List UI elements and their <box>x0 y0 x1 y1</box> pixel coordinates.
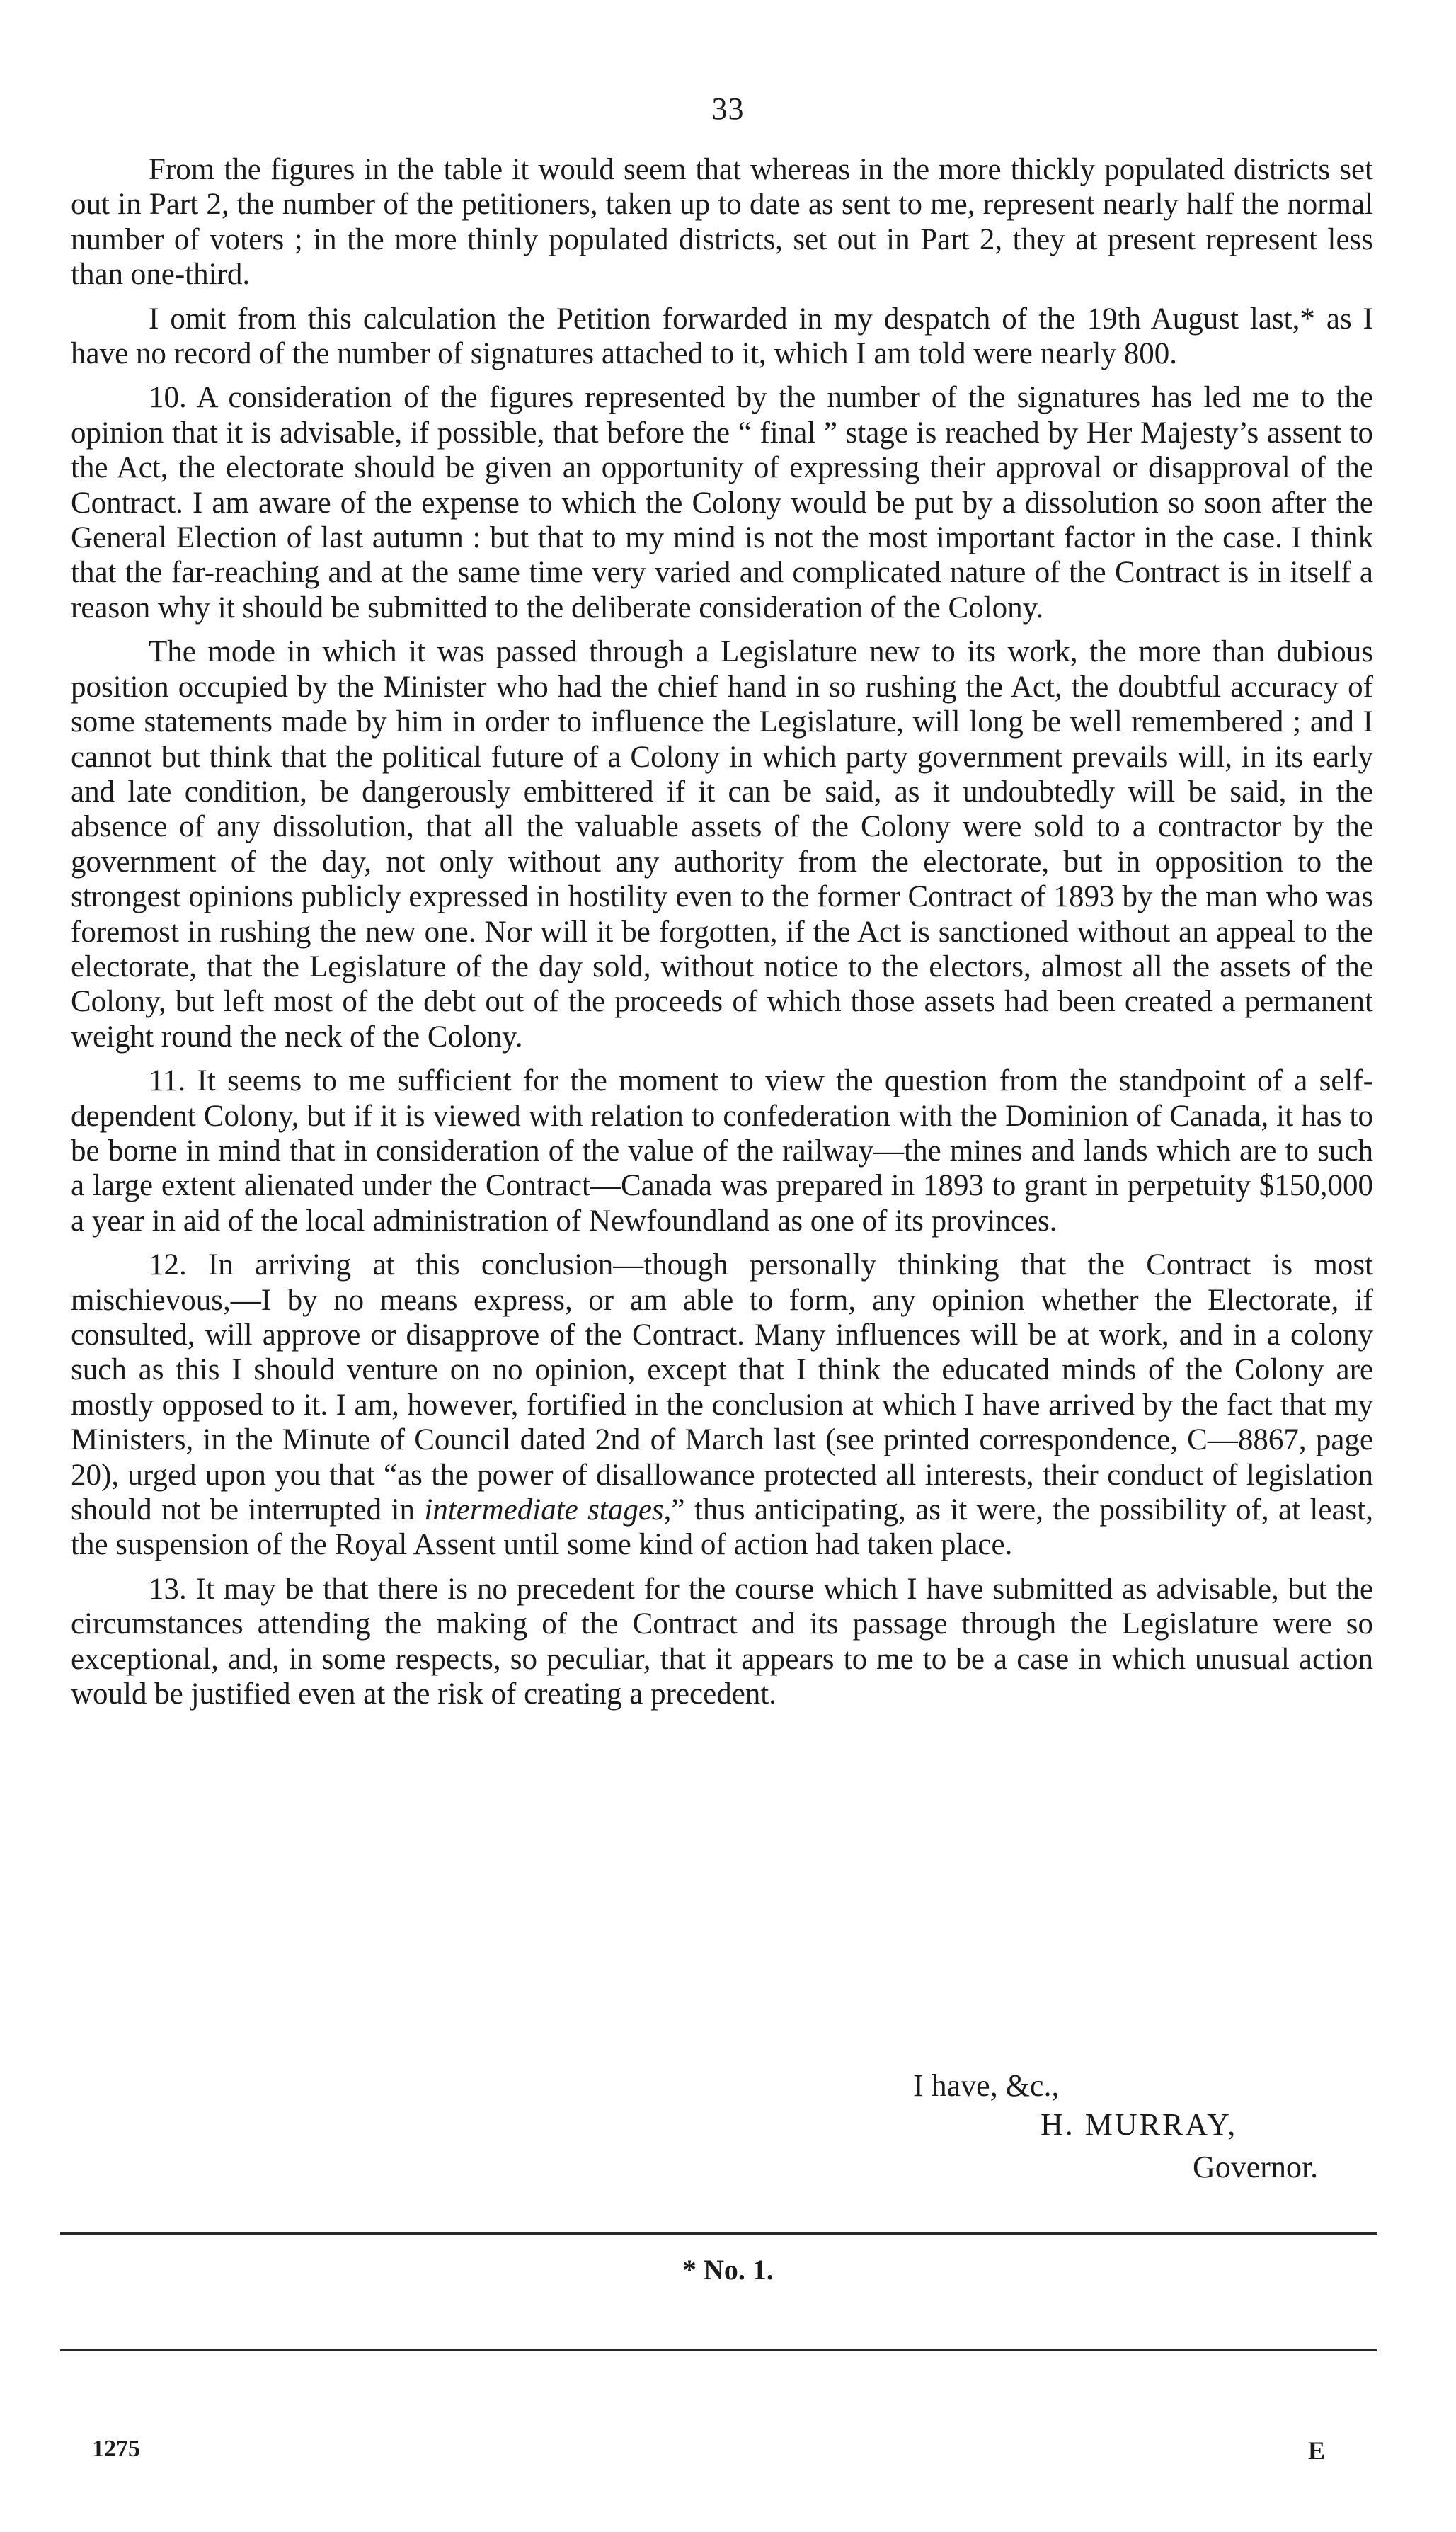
printer-signature-number: 1275 <box>92 2436 140 2462</box>
paragraph-10: 10. A consideration of the figures represented by the number of the signatures has led me to the opinion that it is advisable, if possible, that before the “ final ” stage is reached by Her Majesty’s assent to the Act, the electorate should be given an opportunity of expressing their approval or disapproval of the Contract. I am aware of the expense to which the Colony would be put by a dissolution so soon after the General Election of last autumn : but that to my mind is not the most important factor in the case. I think that the far-reaching and at the same time very varied and complicated nature of the Contract is in itself a reason why it should be submitted to the deliberate consideration of the Colony. <box>71 381 1373 625</box>
page-number: 33 <box>711 91 745 126</box>
paragraph-12-text-end: ,” thus anticipating, as it were, the possibility of, at least, the suspension of the Royal Assent until some kind of action had taken place. <box>71 1493 1373 1562</box>
paragraph-12-emphasis: intermediate stages <box>424 1493 664 1527</box>
paragraph-mode-of-passage: The mode in which it was passed through a Legislature new to its work, the more than dubious position occupied by the Minister who had the chief hand in so rushing the Act, the doubtful accuracy of some statements made by him in order to influence the Legislature, will long be well remembered ; and I cannot but think that the political future of a Colony in which party government prevails will, in its early and late condition, be dangerously embittered if it can be said, as it undoubtedly will be said, in the absence of any dissolution, that all the valuable assets of the Colony were sold to a contractor by the government of the day, not only without any authority from the electorate, but in opposition to the strongest opinions publicly expressed in hostility even to the former Contract of 1893 by the man who was foremost in rushing the new one. Nor will it be forgotten, if the Act is sanctioned without an appeal to the electorate, that the Legislature of the day sold, without notice to the electors, almost all the assets of the Colony, but left most of the debt out of the proceeds of which those assets had been created a permanent weight round the neck of the Colony. <box>71 635 1373 1054</box>
paragraph-petition-omitted: I omit from this calculation the Petition forwarded in my despatch of the 19th August last,* as I have no record of the number of signatures attached to it, which I am told were nearly 800. <box>71 302 1373 371</box>
body-text <box>71 152 1373 1721</box>
paragraph-12-text: 12. In arriving at this conclusion—though personally thinking that the Contract is most mischievous,—I by no means express, or am able to form, any opinion whether the Electorate, if consulted, will approve or disapprove of the Contract. Many influences will be at work, and in a colony such as this I should venture on no opinion, except that I think the educated minds of the Colony are mostly opposed to it. I am, however, fortified in the conclusion at which I have arrived by the fact that my Ministers, in the Minute of Council dated 2nd of March last (see printed correspondence, C—8867, page 20), urged upon you that “as the power of disallowance protected all interests, their conduct of legislation should not be interrupted in <box>71 1248 1373 1527</box>
closing-signatory-title: Governor. <box>1193 2150 1319 2184</box>
footnote-divider-bottom <box>60 2349 1377 2351</box>
paragraph-table-figures: From the figures in the table it would seem that whereas in the more thickly populated districts set out in Part 2, the number of the petitioners, taken up to date as sent to me, represent nearly half the normal number of voters ; in the more thinly populated districts, set out in Part 2, they at present represent less than one-third. <box>71 153 1373 292</box>
letter-closing <box>0 2068 1456 2209</box>
footnote-divider-top <box>60 2232 1377 2235</box>
paragraph-12 <box>71 1248 1373 1563</box>
printer-signature-letter: E <box>1308 2436 1326 2465</box>
paragraph-13: 13. It may be that there is no precedent for the course which I have submitted as advisable, but the circumstances attending the making of the Contract and its passage through the Legislature were so exceptional, and, in some respects, so peculiar, that it appears to me to be a case in which unusual action would be justified even at the risk of creating a precedent. <box>71 1572 1373 1711</box>
footnote: * No. 1. <box>682 2254 774 2286</box>
paragraph-11: 11. It seems to me sufficient for the moment to view the question from the standpoint of a self-dependent Colony, but if it is viewed with relation to confederation with the Dominion of Canada, it has to be borne in mind that in consideration of the value of the railway—the mines and lands which are to such a large extent alienated under the Contract—Canada was prepared in 1893 to grant in perpetuity $150,000 a year in aid of the local administration of Newfoundland as one of its provinces. <box>71 1064 1373 1238</box>
closing-signatory-name: H. MURRAY, <box>1041 2107 1238 2142</box>
closing-salutation: I have, &c., <box>913 2068 1060 2103</box>
